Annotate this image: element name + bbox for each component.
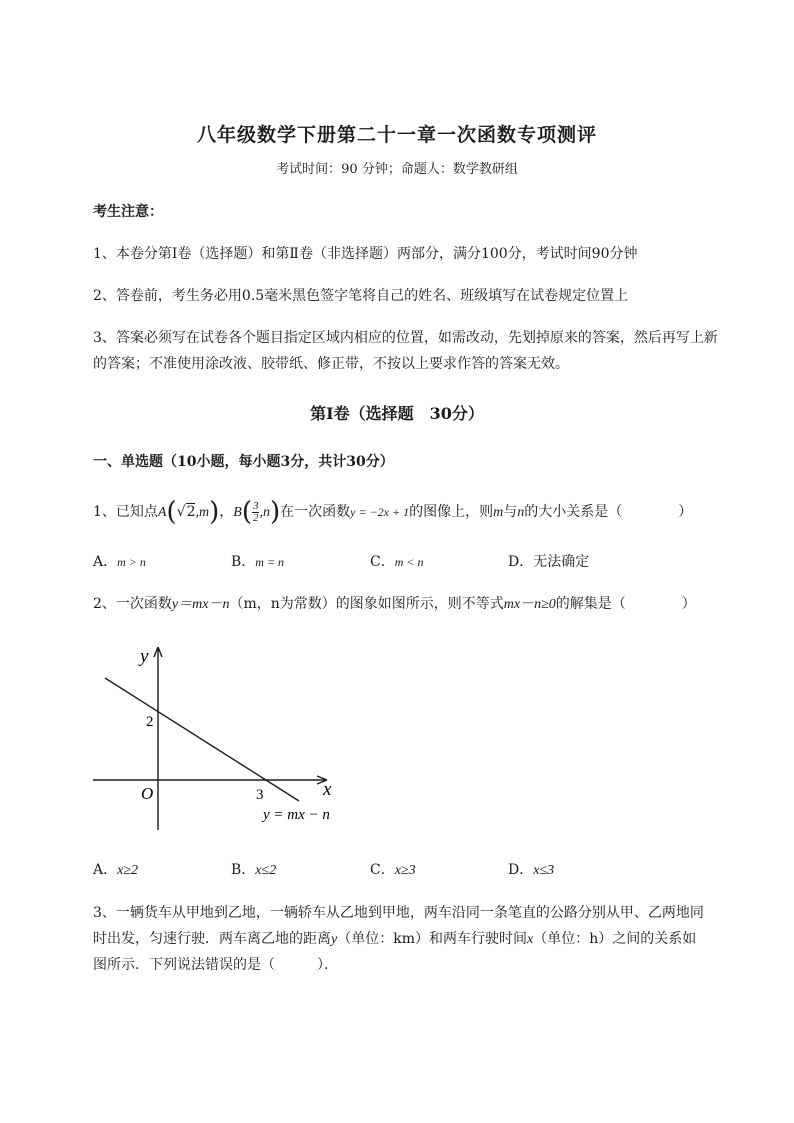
section-title: 第Ⅰ卷（选择题 30分） — [310, 404, 484, 423]
q2-option-a[interactable]: A．x≥2 — [93, 862, 139, 878]
q2-text-end: 的解集是（ ） — [555, 596, 696, 612]
q1-text-post: 的图像上，则 — [409, 504, 494, 520]
question-2 — [93, 593, 696, 613]
part-heading: 一、单选题（10小题，每小题3分，共计30分） — [93, 454, 394, 470]
question-3-line-1: 3、一辆货车从甲地到乙地，一辆轿车从乙地到甲地，两车沿同一条笔直的公路分别从甲、乙两地同 — [93, 905, 704, 921]
notice-item-3-cont: 的答案；不准使用涂改液、胶带纸、修正带，不按以上要求作答的答案无效。 — [93, 356, 569, 372]
notice-item-2: 2、答卷前，考生务必用0.5毫米黑色签字笔将自己的姓名、班级填写在试卷规定位置上 — [93, 288, 629, 304]
q1-var-n: n — [517, 505, 525, 520]
q1-option-b[interactable]: B．m = n — [231, 554, 285, 570]
page-title: 八年级数学下册第二十一章一次函数专项测评 — [196, 124, 597, 146]
q1-m-coord: ,m — [195, 505, 210, 520]
q2-option-b[interactable]: B．x≤2 — [231, 862, 277, 878]
y-axis-label: y — [140, 646, 149, 667]
q1-n-coord: ,n — [259, 505, 270, 520]
q2-option-d[interactable]: D．x≤3 — [508, 862, 555, 878]
q1-fraction: $\frac{3}{2}$ — [252, 499, 259, 524]
q1-point-b: B — [233, 505, 242, 520]
q1-text-mid: 在一次函数 — [280, 504, 351, 520]
function-line — [105, 678, 299, 801]
notice-item-3: 3、答案必须写在试卷各个题目指定区域内相应的位置，如需改动，先划掉原来的答案，然后再写上新 — [93, 330, 718, 346]
q1-sqrt: 2 — [186, 504, 196, 520]
q1-option-d[interactable]: D．无法确定 — [508, 554, 590, 570]
q1-text-with: 与 — [503, 504, 518, 520]
notice-heading: 考生注意： — [93, 204, 163, 220]
q2-inequality: mx－n≥0 — [503, 597, 556, 612]
q2-graph — [88, 640, 350, 838]
origin-label: O — [141, 784, 154, 803]
question-3-line-2: 时出发，匀速行驶．两车离乙地的距离y（单位：km）和两车行驶时间x（单位：h）之间的关系如 — [93, 931, 697, 947]
q1-function: y = −2x + 1 — [350, 505, 410, 519]
q1-option-a[interactable]: A．m > n — [93, 554, 146, 570]
x-intercept-label: 3 — [256, 787, 264, 803]
y-intercept-label: 2 — [146, 714, 154, 730]
x-axis-label: x — [323, 779, 332, 800]
question-3-line-3: 图所示．下列说法错误的是（ ）． — [93, 957, 338, 973]
q2-function: y＝mx－n — [171, 597, 230, 612]
q1-var-m: m — [493, 505, 504, 520]
q1-text-pre: 1、已知点 — [93, 504, 158, 520]
q2-option-c[interactable]: C．x≥3 — [370, 862, 416, 878]
notice-item-1: 1、本卷分第Ⅰ卷（选择题）和第Ⅱ卷（非选择题）两部分，满分100分，考试时间90分钟 — [93, 246, 638, 262]
q2-text-mid: （m，n为常数）的图象如图所示，则不等式 — [229, 596, 504, 612]
line-equation-label: y = mx − n — [263, 807, 330, 823]
q1-text-end: 的大小关系是（ ） — [524, 504, 693, 520]
q1-sep: ， — [219, 504, 234, 520]
q1-point-a: A — [157, 505, 167, 520]
q2-text-pre: 2、一次函数 — [93, 596, 172, 612]
exam-info: 考试时间：90 分钟；命题人：数学教研组 — [276, 162, 518, 177]
question-1: 1、已知点A(√2,m)，B( $\frac{3}{2}$ ,n)在一次函数y = −2x + 1的图像上，则m与n的大小关系是（ ） — [93, 497, 693, 527]
q1-option-c[interactable]: C．m < n — [370, 554, 424, 570]
